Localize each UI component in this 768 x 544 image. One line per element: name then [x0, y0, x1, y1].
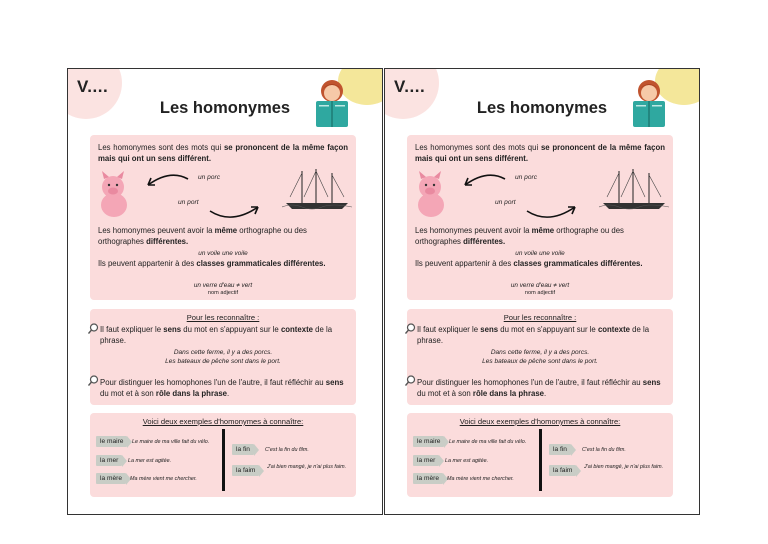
label-porc: un porc — [515, 174, 537, 181]
rule-context: Il faut expliquer le sens du mot en s'appuyant sur le contexte de la phrase. — [100, 325, 333, 345]
word-definition: Le maire de ma ville fait du vélo. — [132, 439, 210, 445]
word-tag: la fin — [232, 444, 254, 455]
classes-text: Ils peuvent appartenir à des classes grammaticales différentes. — [98, 259, 326, 268]
recognize-title: Pour les reconnaître : — [503, 313, 577, 322]
reading-girl-icon — [629, 77, 669, 129]
example-classes: nom adjectif — [524, 290, 556, 296]
rule-role: Pour distinguer les homophones l'un de l'autre, il faut réfléchir au sens du mot et à son rôle dans la phrase. — [100, 378, 344, 398]
arrow-right-icon — [206, 201, 262, 223]
page-title: Les homonymes — [476, 99, 608, 117]
harbor-illustration-icon — [599, 167, 669, 211]
magnifier-icon — [405, 323, 416, 334]
word-tag: la faim — [549, 465, 576, 476]
word-tag: la mère — [413, 473, 443, 484]
column-divider — [222, 429, 225, 491]
word-tag: le maire — [413, 436, 444, 447]
definition-box — [407, 135, 673, 300]
label-porc: un porc — [198, 174, 220, 181]
reading-girl-icon — [312, 77, 352, 129]
example-classes: nom adjectif — [207, 290, 239, 296]
word-definition: C'est la fin du film. — [582, 447, 626, 453]
word-definition: La mer est agitée. — [445, 458, 489, 464]
intro-text: Les homonymes sont des mots qui se prononcent de la même façon mais qui ont un sens différent. — [98, 143, 348, 163]
arrow-left-icon — [142, 171, 192, 193]
examples-box — [407, 413, 673, 497]
sheet-mark: V.... — [77, 77, 109, 96]
example-bateaux: Les bateaux de pêche sont dans le port. — [482, 358, 598, 365]
rule-context: Il faut expliquer le sens du mot en s'appuyant sur le contexte de la phrase. — [417, 325, 650, 345]
word-definition: Ma mère vient me chercher. — [130, 476, 197, 482]
classes-text: Ils peuvent appartenir à des classes grammaticales différentes. — [415, 259, 643, 268]
word-definition: J'ai bien mangé, je n'ai plus faim. — [267, 464, 347, 470]
word-tag: la faim — [232, 465, 259, 476]
word-tag: la mer — [413, 455, 439, 466]
worksheet-right — [384, 68, 700, 515]
example-ferme: Dans cette ferme, il y a des porcs. — [490, 349, 590, 356]
word-definition: Le maire de ma ville fait du vélo. — [449, 439, 527, 445]
orthography-text: Les homonymes peuvent avoir la même orthographe ou des orthographes différentes. — [415, 226, 624, 246]
example-voile: un voile une voile — [515, 250, 565, 257]
worksheet-left — [67, 68, 383, 515]
arrow-left-icon — [459, 171, 509, 193]
pig-icon — [413, 169, 449, 219]
intro-text: Les homonymes sont des mots qui se prononcent de la même façon mais qui ont un sens différent. — [415, 143, 665, 163]
pig-icon — [96, 169, 132, 219]
harbor-illustration-icon — [282, 167, 352, 211]
recognize-box — [407, 309, 673, 405]
recognize-title: Pour les reconnaître : — [186, 313, 260, 322]
label-port: un port — [495, 199, 516, 206]
examples-title: Voici deux exemples d'homonymes à connaître: — [459, 417, 621, 426]
arrow-right-icon — [523, 201, 579, 223]
example-verre: un verre d'eau ≠ vert — [193, 282, 253, 289]
example-verre: un verre d'eau ≠ vert — [510, 282, 570, 289]
orthography-text: Les homonymes peuvent avoir la même orthographe ou des orthographes différentes. — [98, 226, 307, 246]
examples-title: Voici deux exemples d'homonymes à connaître: — [142, 417, 304, 426]
word-tag: la fin — [549, 444, 571, 455]
word-definition: C'est la fin du film. — [265, 447, 309, 453]
page-title: Les homonymes — [159, 99, 291, 117]
word-tag: le maire — [96, 436, 127, 447]
word-tag: la mère — [96, 473, 126, 484]
example-bateaux: Les bateaux de pêche sont dans le port. — [165, 358, 281, 365]
word-definition: J'ai bien mangé, je n'ai plus faim. — [584, 464, 664, 470]
magnifier-icon — [405, 375, 416, 386]
word-tag: la mer — [96, 455, 122, 466]
rule-role: Pour distinguer les homophones l'un de l'autre, il faut réfléchir au sens du mot et à son rôle dans la phrase. — [417, 378, 661, 398]
sheet-mark: V.... — [394, 77, 426, 96]
definition-box — [90, 135, 356, 300]
examples-box — [90, 413, 356, 497]
recognize-box — [90, 309, 356, 405]
column-divider — [539, 429, 542, 491]
word-definition: Ma mère vient me chercher. — [447, 476, 514, 482]
word-definition: La mer est agitée. — [128, 458, 172, 464]
example-ferme: Dans cette ferme, il y a des porcs. — [173, 349, 273, 356]
example-voile: un voile une voile — [198, 250, 248, 257]
label-port: un port — [178, 199, 199, 206]
magnifier-icon — [88, 323, 99, 334]
magnifier-icon — [88, 375, 99, 386]
